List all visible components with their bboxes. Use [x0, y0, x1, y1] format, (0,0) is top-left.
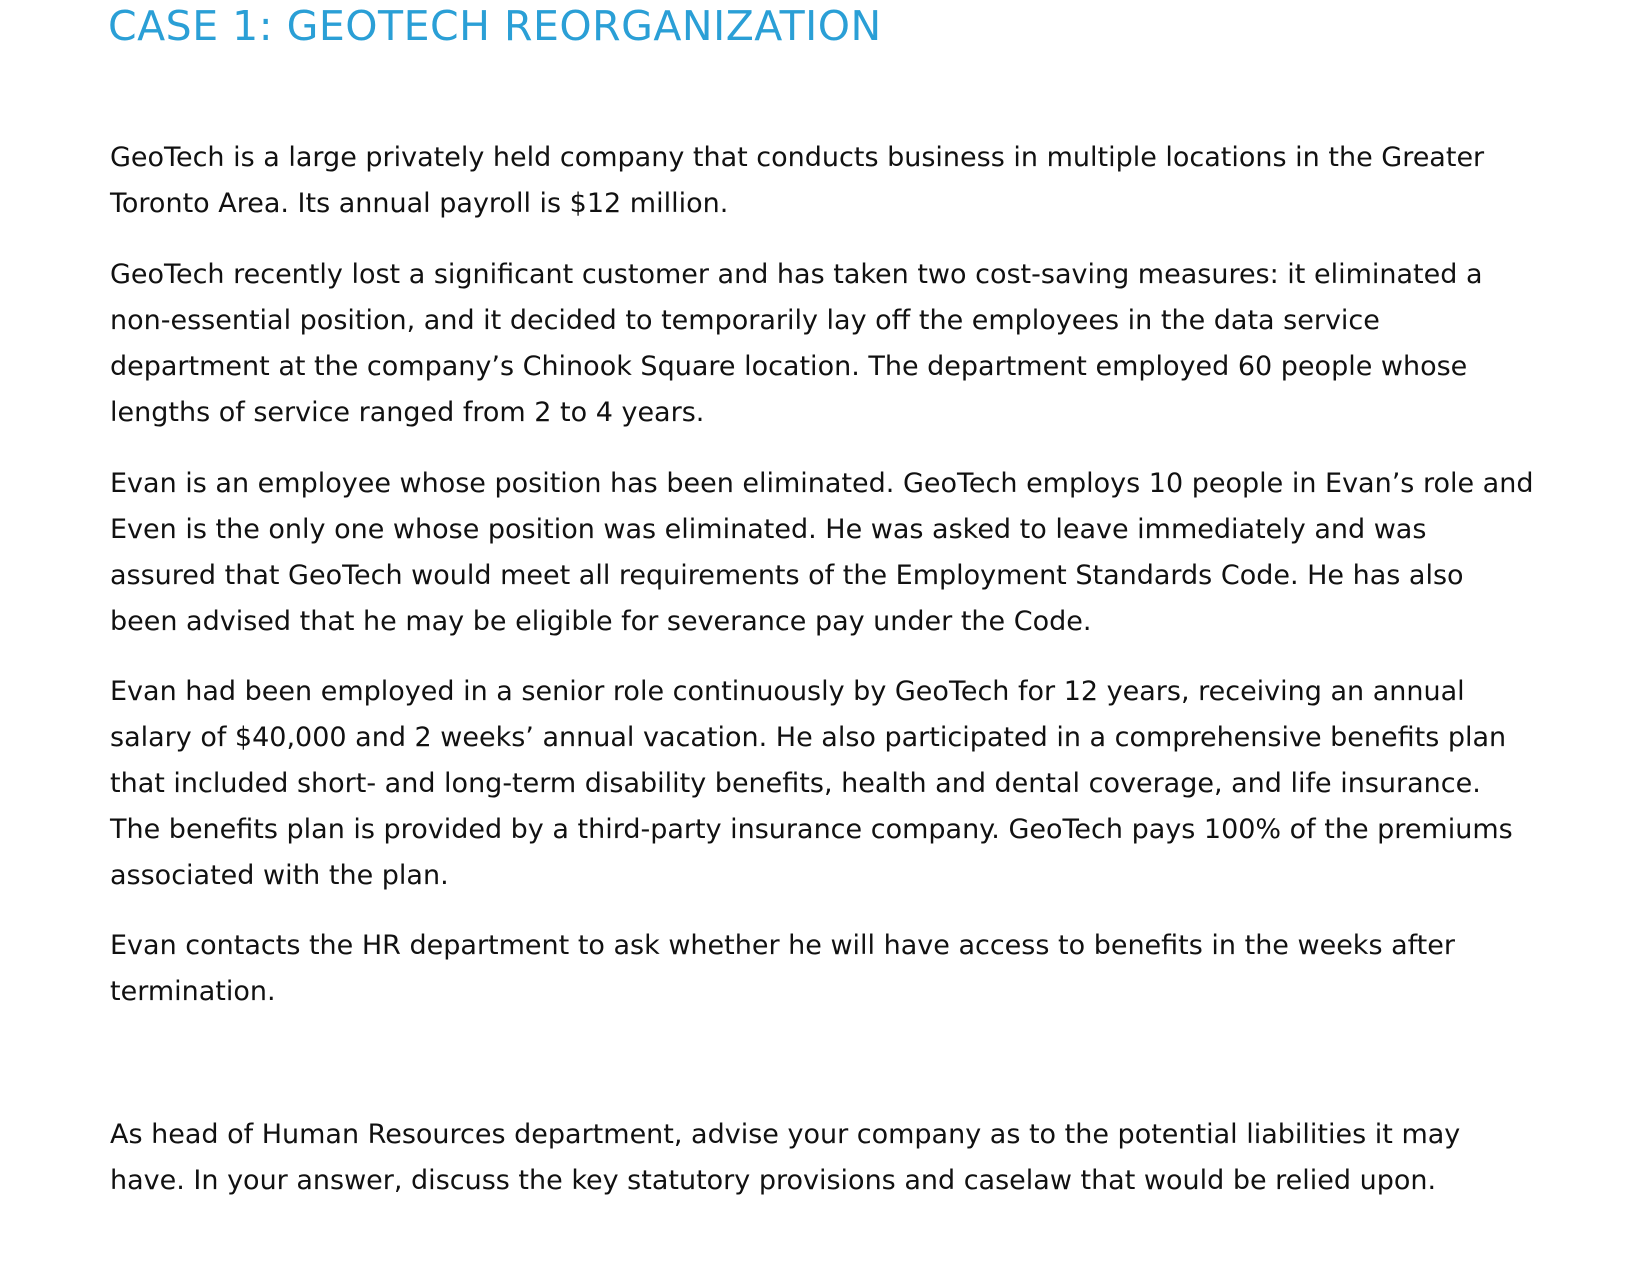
text-line: department at the company’s Chinook Square location. The department employed 60 people whose	[110, 351, 1468, 382]
paragraph-cost-saving-measures	[110, 252, 1600, 436]
text-line: Toronto Area. Its annual payroll is $12 million.	[110, 188, 729, 219]
paragraph-company-overview	[110, 135, 1600, 227]
paragraph-position-eliminated	[110, 461, 1600, 645]
text-line: Evan contacts the HR department to ask whether he will have access to benefits in the weeks after	[110, 930, 1455, 961]
text-line: Evan is an employee whose position has been eliminated. GeoTech employs 10 people in Evan’s role and	[110, 468, 1534, 499]
text-line: GeoTech recently lost a significant customer and has taken two cost-saving measures: it eliminated a	[110, 259, 1483, 290]
text-line: As head of Human Resources department, advise your company as to the potential liabilities it may	[110, 1119, 1461, 1150]
paragraph-assignment-prompt	[110, 1112, 1600, 1204]
text-line: termination.	[110, 976, 276, 1007]
text-line: assured that GeoTech would meet all requirements of the Employment Standards Code. He has also	[110, 560, 1464, 591]
text-line: lengths of service ranged from 2 to 4 years.	[110, 397, 705, 428]
text-line: been advised that he may be eligible for severance pay under the Code.	[110, 606, 1092, 637]
text-line: have. In your answer, discuss the key statutory provisions and caselaw that would be relied upon.	[110, 1165, 1437, 1196]
text-line: non-essential position, and it decided to temporarily lay off the employees in the data service	[110, 305, 1380, 336]
paragraph-benefits-question	[110, 923, 1600, 1015]
text-line: that included short- and long-term disability benefits, health and dental coverage, and life insurance.	[110, 768, 1481, 799]
text-line: associated with the plan.	[110, 860, 449, 891]
text-line: The benefits plan is provided by a third-party insurance company. GeoTech pays 100% of the premiums	[110, 814, 1513, 845]
text-line: Even is the only one whose position was eliminated. He was asked to leave immediately and was	[110, 514, 1427, 545]
text-line: Evan had been employed in a senior role continuously by GeoTech for 12 years, receiving an annual	[110, 676, 1465, 707]
text-line: salary of $40,000 and 2 weeks’ annual vacation. He also participated in a comprehensive benefits plan	[110, 722, 1507, 753]
paragraph-employment-details	[110, 669, 1600, 899]
text-line: GeoTech is a large privately held company that conducts business in multiple locations in the Greater	[110, 142, 1485, 173]
case-title: CASE 1: GEOTECH REORGANIZATION	[108, 2, 882, 50]
